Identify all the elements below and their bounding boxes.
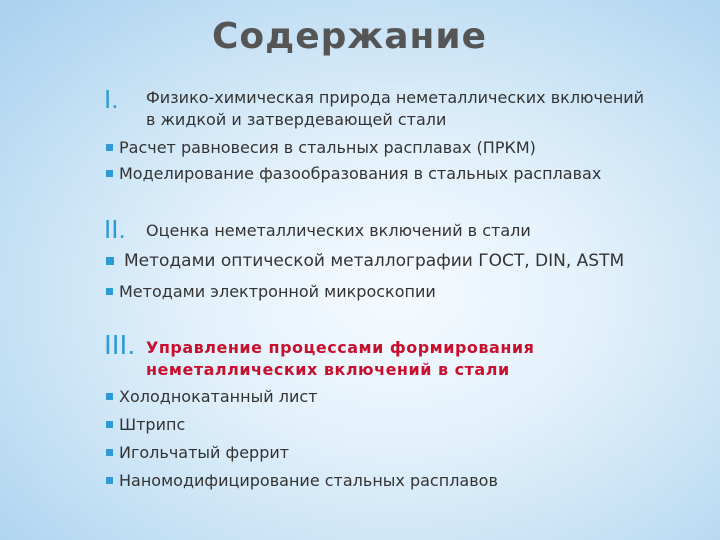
bullet-text: Расчет равновесия в стальных расплавах (ПРКМ)	[119, 138, 536, 157]
section-3-bullet-4	[106, 471, 498, 490]
bullet-text: Игольчатый феррит	[119, 443, 290, 462]
bullet-text: Методами оптической металлографии ГОСТ, DIN, ASTM	[124, 251, 625, 271]
bullet-text: Методами электронной микроскопии	[119, 282, 436, 301]
section-3-bullet-3	[106, 443, 289, 462]
bullet-text: Холоднокатанный лист	[119, 387, 318, 406]
section-1-bullet-1	[106, 138, 536, 157]
section-3-bullet-2	[106, 415, 185, 434]
square-bullet-icon	[106, 257, 114, 265]
bullet-text: Моделирование фазообразования в стальных расплавах	[119, 164, 602, 183]
section-3-heading-line-1: Управление процессами формирования	[146, 338, 535, 357]
bullet-text: Штрипс	[119, 415, 186, 434]
section-2-heading-line-1: Оценка неметаллических включений в стали	[146, 221, 531, 240]
square-bullet-icon	[106, 421, 113, 428]
square-bullet-icon	[106, 393, 113, 400]
section-2-bullet-1	[106, 251, 624, 271]
section-2-numeral: II.	[104, 214, 126, 244]
square-bullet-icon	[106, 144, 113, 151]
square-bullet-icon	[106, 288, 113, 295]
square-bullet-icon	[106, 449, 113, 456]
square-bullet-icon	[106, 477, 113, 484]
section-1-heading-line-2: в жидкой и затвердевающей стали	[146, 110, 447, 129]
section-2-bullet-2	[106, 282, 436, 301]
bullet-text: Наномодифицирование стальных расплавов	[119, 471, 498, 490]
section-1-numeral: I.	[104, 84, 119, 114]
page-title: Содержание	[212, 16, 488, 57]
section-3-bullet-1	[106, 387, 317, 406]
square-bullet-icon	[106, 170, 113, 177]
section-3-heading-line-2: неметаллических включений в стали	[146, 360, 510, 379]
section-1-heading-line-1: Физико-химическая природа неметаллических включений	[146, 88, 645, 107]
section-3-numeral: III.	[104, 329, 136, 360]
section-1-bullet-2	[106, 164, 601, 183]
